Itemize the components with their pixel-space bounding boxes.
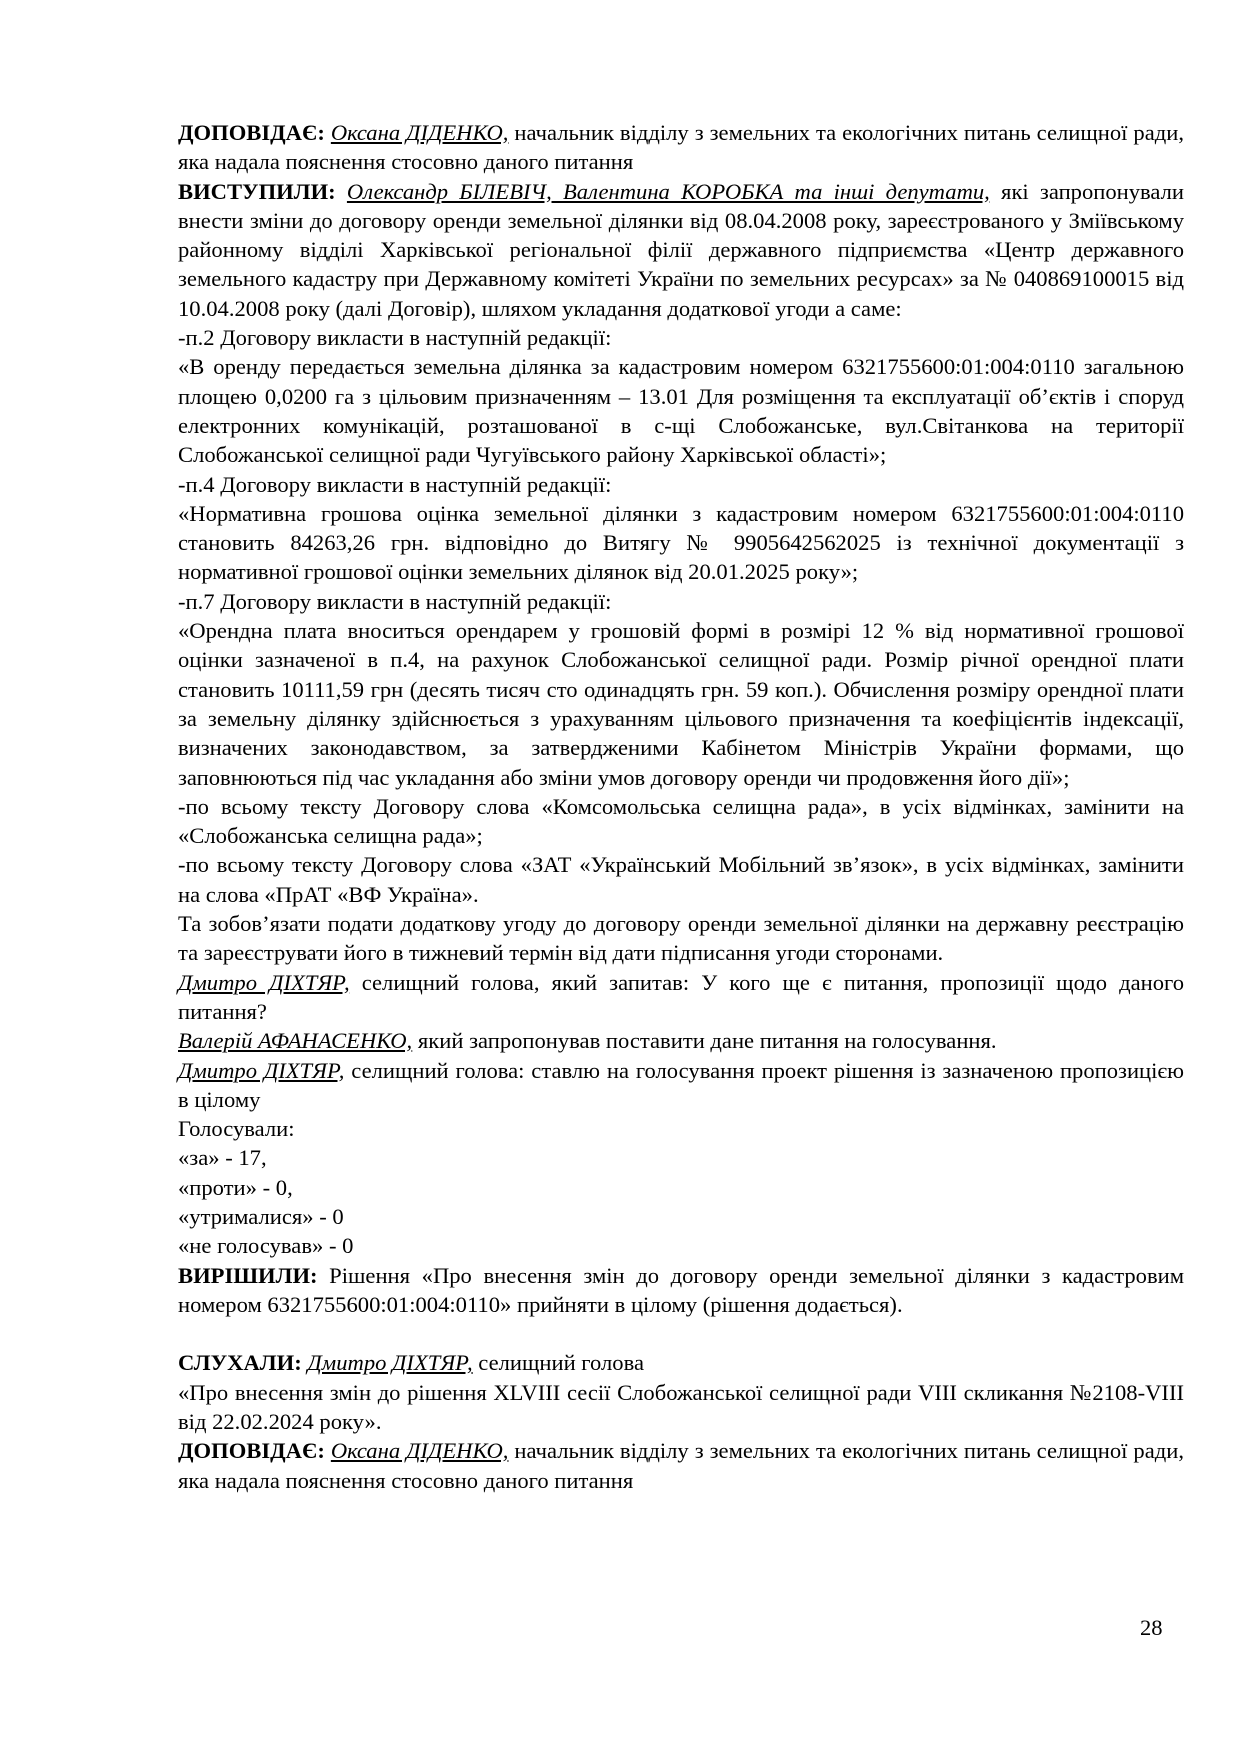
amendment-item: -п.7 Договору викласти в наступній редакції: [178, 588, 612, 614]
votes-for: «за» - 17, [178, 1145, 267, 1171]
votes-abstained: «утрималися» - 0 [178, 1203, 344, 1229]
amendment-text: -по всьому тексту Договору слова «Комсомольська селищна рада», в усіх відмінках, замінити на «Слобожанська селищна рада»; [178, 793, 1184, 849]
paragraph-spacer [178, 1319, 1184, 1348]
section-label: СЛУХАЛИ: [178, 1350, 302, 1376]
page-number: 28 [1140, 1615, 1163, 1640]
speakers-paragraph [178, 177, 1184, 323]
document-body [178, 118, 1184, 1495]
section-label: ДОПОВІДАЄ: [178, 120, 325, 145]
amendment-item: -п.2 Договору викласти в наступній редакції: [178, 325, 612, 351]
speaker-name: Дмитро ДІХТЯР, [307, 1350, 473, 1376]
paragraph-text: які запропонували внести зміни до договору оренди земельної ділянки від 08.04.2008 року, зареєстрованого у Зміївському районному відділі Харківської регіональної філії державного підприємства «Центр державного земельного кадастру при Державному комітеті України по земельних ресурсах» за № 040869100015 від 10.04.2008 року (далі Договір), шляхом укладання додаткової угоди а саме: [178, 178, 1184, 321]
votes-heading: Голосували: [178, 1116, 295, 1142]
speaker-name: Олександр БІЛЕВІЧ, Валентина КОРОБКА та інші депутати, [346, 178, 990, 204]
heard-paragraph [178, 1348, 1184, 1377]
speaker-name: Оксана ДІДЕНКО, [330, 120, 509, 145]
proposal-paragraph [178, 1026, 1184, 1055]
speaker-report-paragraph [178, 118, 1184, 177]
paragraph-text: селищний голова: ставлю на голосування проект рішення із зазначеною пропозицією в цілому [178, 1057, 1184, 1112]
speaker-name: Дмитро ДІХТЯР, [178, 1057, 345, 1083]
paragraph-text: селищний голова [472, 1350, 644, 1376]
obligation-paragraph: Та зобов’язати подати додаткову угоду до договору оренди земельної ділянки на державну реєстрацію та зареєструвати його в тижневий термін від дати підписання угоди сторонами. [178, 911, 1184, 966]
section-label: ВИСТУПИЛИ: [178, 178, 336, 204]
amendment-text: «Нормативна грошова оцінка земельної ділянки з кадастровим номером 6321755600:01:004:0110 становить 84263,26 грн. відповідно до Витягу № 9905642562025 із технічної документації з нормативної грошової оцінки земельних ділянок від 20.01.2025 року»; [178, 500, 1184, 585]
votes-against: «проти» - 0, [178, 1174, 293, 1200]
chair-vote-paragraph [178, 1056, 1184, 1115]
paragraph-text: який запропонував поставити дане питання на голосування. [412, 1028, 997, 1054]
amendment-text: «Орендна плата вноситься орендарем у грошовій формі в розмірі 12 % від нормативної грошової оцінки зазначеної в п.4, на рахунок Слобожанської селищної ради. Розмір річної орендної плати становить 10111,59 грн (десять тисяч сто одинадцять грн. 59 коп.). Обчислення розміру орендної плати за земельну ділянку здійснюється з урахуванням цільового призначення та коефіцієнтів індексації, визначених законодавством, за затвердженими Кабінетом Міністрів України формами, що заповнюються під час укладання або зміни умов договору оренди чи продовження його дії»; [178, 618, 1184, 790]
votes-not-voted: «не голосував» - 0 [178, 1233, 354, 1259]
amendment-text: -по всьому тексту Договору слова «ЗАТ «Український Мобільний зв’язок», в усіх відмінках, замінити на слова «ПрАТ «ВФ Україна». [178, 852, 1184, 907]
amendment-text: «В оренду передається земельна ділянка за кадастровим номером 6321755600:01:004:0110 загальною площею 0,0200 га з цільовим призначенням – 13.01 Для розміщення та експлуатації об’єктів і споруд електронних комунікацій, розташованої в с-щі Слобожанське, вул.Світанкова на території Слобожанської селищної ради Чугуївського району Харківської області»; [178, 354, 1184, 468]
chair-question-paragraph [178, 968, 1184, 1027]
section-label: ДОПОВІДАЄ: [178, 1438, 325, 1464]
speaker-report-paragraph [178, 1436, 1184, 1495]
paragraph-text: Рішення «Про внесення змін до договору оренди земельної ділянки з кадастровим номером 6321755600:01:004:0110» прийняти в цілому (рішення додається). [178, 1262, 1184, 1317]
speaker-name: Дмитро ДІХТЯР, [178, 969, 350, 995]
decision-paragraph [178, 1261, 1184, 1320]
paragraph-text: селищний голова, який запитав: У кого ще є питання, пропозиції щодо даного питання? [178, 969, 1184, 1024]
speaker-name: Валерій АФАНАСЕНКО, [178, 1028, 413, 1054]
section-label: ВИРІШИЛИ: [178, 1262, 318, 1288]
speaker-name: Оксана ДІДЕНКО, [330, 1438, 509, 1464]
amendment-item: -п.4 Договору викласти в наступній редакції: [178, 471, 612, 497]
agenda-item-title: «Про внесення змін до рішення XLVIII сесії Слобожанської селищної ради VIII скликання №2108-VIII від 22.02.2024 року». [178, 1379, 1184, 1435]
paragraph-text: начальник відділу з земельних та екологічних питань селищної ради, яка надала пояснення стосовно даного питання [178, 1438, 1184, 1493]
paragraph-text: начальник відділу з земельних та екологічних питань селищної ради, яка надала пояснення стосовно даного питання [178, 120, 1184, 175]
